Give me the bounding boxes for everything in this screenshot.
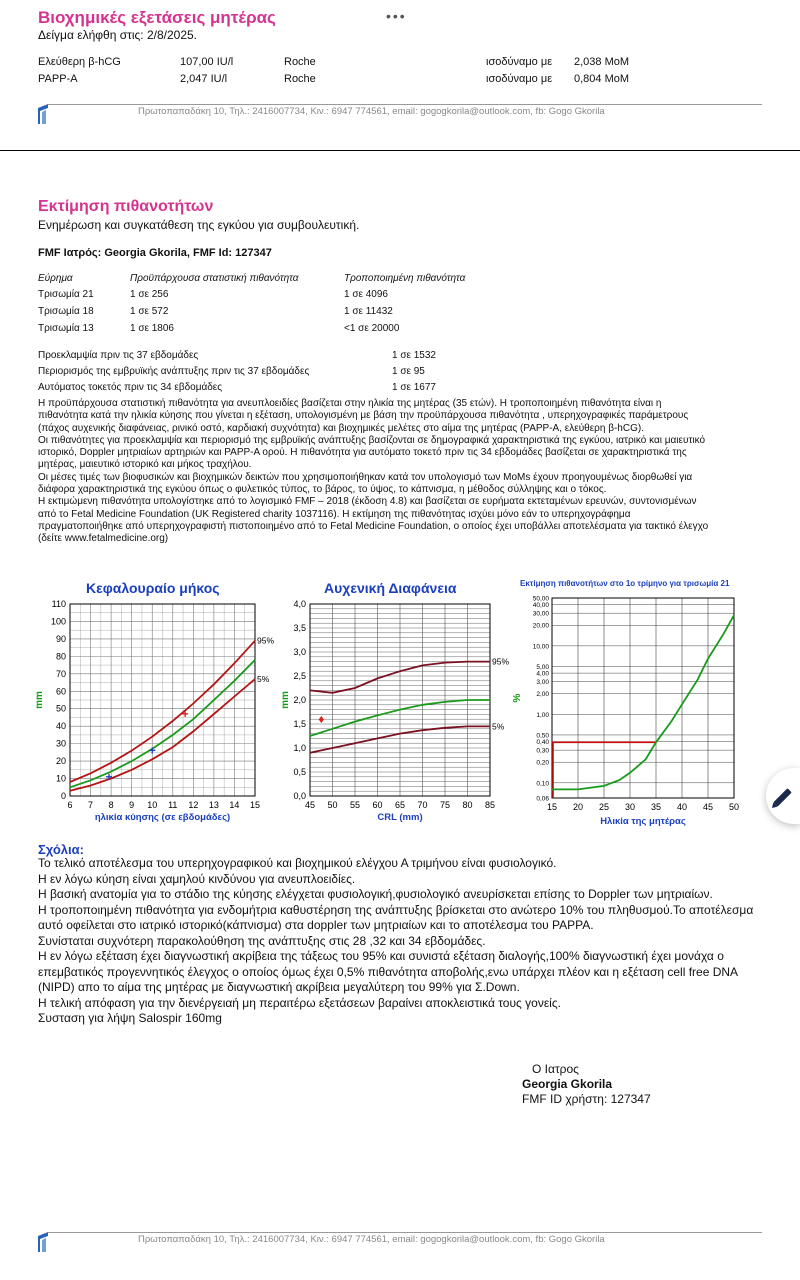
paragraph-line: (πάχος αυχενικής διαφάνειας, ρινικό οστό, καρδιακή συχνότητα) και βιοχημικές μελέτες στο αίμα της μητέρας (PAPP-A, ελεύθερη β-hCG). <box>38 422 644 434</box>
table-cell: 1 σε 256 <box>130 289 169 300</box>
comment-line: (NIPD) απο το αίμα της μητέρας με διαγνωστική ακρίβεια μεγαλύτερη του 99% για Σ.Down. <box>38 980 520 994</box>
x-tick-label: 6 <box>67 800 73 810</box>
test-lab: Roche <box>284 56 316 68</box>
paragraph-line: Οι πιθανότητες για προεκλαμψία και περιορισμό της εμβρυϊκής ανάπτυξης βασίζονται σε δημογραφικά χαρακτηριστικά της εγκύου, ιατρικό και μαιευτικό <box>38 434 706 446</box>
comment-line: Η εν λόγω κύηση είναι χαμηλού κινδύνου για ανευπλοειδίες. <box>38 871 356 886</box>
comment-line: Η εν λόγω εξέταση έχει διαγνωστική ακρίβεια της τάξεως του 95% και συνιστά εξέταση διαλογής,100% διαγνωστική έχει μονάχα ο <box>38 949 724 963</box>
x-tick-label: 8 <box>108 800 114 810</box>
x-tick-label: 25 <box>598 802 610 812</box>
y-tick-label: 0 <box>60 791 66 801</box>
x-tick-label: 35 <box>650 802 662 812</box>
y-tick-label: 50 <box>55 703 66 714</box>
risk-value: 1 σε 95 <box>392 366 425 377</box>
comment-line: Το τελικό αποτέλεσμα του υπερηχογραφικού και βιοχημικού ελέγχου Α τριμήνου είναι φυσιολογικό. <box>38 856 557 870</box>
y-tick-label: 3,0 <box>293 647 306 657</box>
risk-label: Προεκλαμψία πριν τις 37 εβδομάδες <box>38 350 199 361</box>
table-cell: <1 σε 20000 <box>344 323 400 334</box>
x-tick-label: 12 <box>188 800 199 810</box>
y-axis-label: mm <box>34 691 45 709</box>
test-lab: Roche <box>284 73 316 85</box>
x-tick-label: 80 <box>462 800 473 810</box>
comments-body <box>38 856 778 1027</box>
paragraph-line: μητέρας, μαιευτικό ιστορικό και μήκος τραχήλου. <box>38 459 252 471</box>
y-tick-label: 50,00 <box>532 595 549 603</box>
footer-divider <box>48 104 762 105</box>
series-label: 95% <box>492 656 510 667</box>
y-tick-label: 20,00 <box>532 622 549 630</box>
test-value: 107,00 IU/l <box>180 56 234 68</box>
y-tick-label: 10,00 <box>532 643 549 651</box>
y-tick-label: 40 <box>55 721 66 732</box>
table-cell: Τρισωμία 13 <box>38 323 94 334</box>
crl-chart <box>30 594 280 823</box>
page-separator <box>0 150 800 151</box>
y-tick-label: 4,00 <box>536 670 549 678</box>
risk-label: Αυτόματος τοκετός πριν τις 34 εβδομάδες <box>38 382 223 393</box>
data-point: + <box>148 743 156 758</box>
table-header: Προϋπάρχουσα στατιστική πιθανότητα <box>130 273 299 284</box>
x-tick-label: 45 <box>304 800 316 810</box>
pen-icon <box>766 768 800 824</box>
y-tick-label: 30,00 <box>532 610 549 618</box>
data-point: ♦ <box>318 712 325 727</box>
signature-name: Georgia Gkorila <box>522 1077 613 1091</box>
y-tick-label: 0,20 <box>536 759 549 767</box>
paragraph-line: πραγματοποιήθηκε από υπερηχογραφιστή πιστοποιημένο από το Fetal Medicine Foundation, ο οποίος έχει υποβάλλει αποτελέσματα για τακτικό έλεγχο <box>38 520 709 532</box>
x-tick-label: 14 <box>229 800 240 810</box>
y-tick-label: 40,00 <box>532 602 549 610</box>
paragraph-line: πιθανότητα κατά την ηλικία κύησης που γίνεται η εξέταση, υπολογισμένη με βάση την προϋπάρχουσα πιθανότητα , υπερηχογραφικές παράμετρους <box>38 410 689 422</box>
data-point: + <box>105 769 113 784</box>
y-tick-label: 0,30 <box>536 747 549 755</box>
comment-line: Η τελική απόφαση για την διενέργειαή μη περαιτέρω εξετάσεων βαραίνει αποκλειστικά τους γονείς. <box>38 995 561 1010</box>
test-value: 2,047 IU/l <box>180 73 228 85</box>
x-tick-label: 15 <box>249 800 261 810</box>
nt-chart <box>280 594 520 823</box>
y-axis-label: % <box>512 693 523 703</box>
x-tick-label: 85 <box>484 800 496 810</box>
y-tick-label: 0,0 <box>293 791 306 801</box>
x-tick-label: 30 <box>624 802 636 812</box>
comment-line: Συνίσταται συχνότερη παρακολούθηση της ανάπτυξης στις 28 ,32 και 34 εβδομάδες. <box>38 933 486 948</box>
footer-contact: Πρωτοπαπαδάκη 10, Τηλ.: 2416007734, Κιν.: 6947 774561, email: gogogkorila@outlook.com, fb: Gogo Gkorila <box>138 1234 605 1245</box>
y-tick-label: 2,00 <box>536 691 549 699</box>
y-tick-label: 1,5 <box>293 719 306 729</box>
x-tick-label: 75 <box>439 800 451 810</box>
x-axis-label: ηλικία κύησης (σε εβδομάδες) <box>94 812 231 823</box>
comment-line: Η βασική ανατομία για το στάδιο της κύησης ελέγχεται φυσιολογική,φυσιολογικό ανευρίσκεται επίσης το Doppler των μητριαίων. <box>38 887 713 901</box>
table-header: Εύρημα <box>38 273 73 284</box>
y-tick-label: 60 <box>55 686 66 697</box>
x-tick-label: 70 <box>417 800 428 810</box>
x-tick-label: 55 <box>349 800 361 810</box>
paragraph-line: Οι μέσες τιμές των βιοφυσικών και βιοχημικών δεικτών που χρησιμοποιήθηκαν κατά τον υπολογισμό των MoMs έχουν προηγουμένως διορθωθεί για <box>38 471 693 483</box>
y-tick-label: 100 <box>50 616 66 627</box>
plot-frame <box>552 598 734 798</box>
paragraph-line: Η προϋπάρχουσα στατιστική πιθανότητα για ανευπλοειδίες βασίζεται στην ηλικία της μητέρας (35 ετών). Η τροποποιημένη πιθανότητα είναι η <box>38 398 662 409</box>
edit-button[interactable] <box>766 768 800 824</box>
x-tick-label: 50 <box>728 802 740 812</box>
test-name: PAPP-A <box>38 73 78 85</box>
table-cell: 1 σε 572 <box>130 306 169 317</box>
signature-id: FMF ID χρήστη: 127347 <box>522 1092 651 1106</box>
risk-title: Εκτίμηση πιθανοτήτων <box>38 198 214 215</box>
test-eq-label: ισοδύναμο με <box>486 56 553 68</box>
risk-label: Περιορισμός της εμβρυϊκής ανάπτυξης πριν τις 37 εβδομάδες <box>38 366 310 377</box>
risk-subtitle: Ενημέρωση και συγκατάθεση της εγκύου για συμβουλευτική. <box>38 218 360 232</box>
chart-title-t21: Εκτίμηση πιθανοτήτων στο 1ο τρίμηνο για τρισωμία 21 <box>520 579 730 588</box>
test-eq-label: ισοδύναμο με <box>486 73 553 85</box>
y-tick-label: 90 <box>55 633 66 644</box>
chart-title-crl: Κεφαλουραίο μήκος <box>86 580 220 596</box>
y-tick-label: 80 <box>55 651 66 662</box>
x-tick-label: 20 <box>572 802 584 812</box>
risk-value: 1 σε 1677 <box>392 382 436 393</box>
y-tick-label: 70 <box>55 668 66 679</box>
clinic-logo-icon <box>36 104 48 124</box>
y-tick-label: 0,5 <box>293 767 306 777</box>
comment-line: Η τροποποιημένη πιθανότητα για ενδομήτρια καθυστέρηση της ανάπτυξης βρίσκεται στο ανώτερο 10% του πληθυσμού.Το αποτέλεσμα <box>38 902 754 917</box>
test-mom: 0,804 MoM <box>574 73 630 85</box>
y-tick-label: 2,5 <box>293 671 306 681</box>
x-tick-label: 13 <box>208 800 219 810</box>
series-label: 95% <box>257 635 275 646</box>
signature-role: Ο Ιατρος <box>532 1062 579 1076</box>
paragraph-line: Η εκτιμώμενη πιθανότητα υπολογίστηκε από το λογισμικό FMF – 2018 (έκδοση 4.8) και βασίζεται σε ευρήματα εκτεταμένων ερευνών, συντονισμένων <box>38 496 697 508</box>
y-tick-label: 20 <box>55 756 66 767</box>
paragraph-line: ιστορικό, Doppler μητριαίων αρτηριών και PAPP-A ορού. Η πιθανότητα για αυτόματο τοκετό πριν τις 34 εβδομάδες βασίζεται σε χαρακτηριστικά της <box>38 447 687 459</box>
t21-risk-chart <box>512 592 752 827</box>
more-horizontal-icon[interactable]: ••• <box>386 8 407 24</box>
table-header: Τροποποιημένη πιθανότητα <box>344 273 466 284</box>
table-cell: Τρισωμία 21 <box>38 289 94 300</box>
comments-title: Σχόλια: <box>38 842 84 857</box>
table-cell: 1 σε 1806 <box>130 323 174 334</box>
footer-contact: Πρωτοπαπαδάκη 10, Τηλ.: 2416007734, Κιν.: 6947 774561, email: gogogkorila@outlook.com, fb: Gogo Gkorila <box>138 106 605 117</box>
chart-title-nt: Αυχενική Διαφάνεια <box>324 580 457 596</box>
risk-value: 1 σε 1532 <box>392 350 436 361</box>
y-tick-label: 30 <box>55 738 66 749</box>
comment-line: Συσταση για λήψη Salospir 160mg <box>38 1011 222 1025</box>
y-tick-label: 3,5 <box>293 623 306 633</box>
y-tick-label: 0,06 <box>536 795 549 803</box>
x-axis-label: Ηλικία της μητέρας <box>600 816 686 827</box>
series-label: 5% <box>257 674 270 685</box>
x-tick-label: 7 <box>88 800 94 810</box>
x-tick-label: 45 <box>702 802 714 812</box>
x-tick-label: 65 <box>394 800 406 810</box>
paragraph-line: διάφορα χαρακτηριστικά της εγκύου όπως ο φυλετικός τύπος, το βάρος, το ύψος, το κάπνισμα, η μέθοδος σύλληψης και ο τόκος. <box>38 484 607 496</box>
series-line <box>552 615 734 789</box>
y-tick-label: 4,0 <box>293 599 306 609</box>
comment-line: αυτό οφείλεται στο ιατρικό ιστορικό(κάπνισμα) στα doppler των μητριαίων και το αποτέλεσμα του PAPPA. <box>38 918 594 932</box>
y-tick-label: 10 <box>55 773 66 784</box>
series-label: 5% <box>492 721 505 732</box>
data-point: + <box>181 706 189 721</box>
y-tick-label: 0,10 <box>536 780 549 788</box>
test-mom: 2,038 MoM <box>574 56 630 68</box>
x-tick-label: 15 <box>546 802 558 812</box>
fmf-doctor-line: FMF Ιατρός: Georgia Gkorila, FMF Id: 127347 <box>38 247 272 259</box>
y-axis-label: mm <box>280 691 291 709</box>
comment-line: επεμβατικός προγεννητικός έλεγχος ο οποίος όμως έχει 0,5% πιθανότητα αποβολής,ενω υπάρχει πλέον και η εξέταση cell free DNA <box>38 964 739 979</box>
y-tick-label: 1,0 <box>293 743 306 753</box>
x-tick-label: 40 <box>676 802 688 812</box>
x-tick-label: 60 <box>372 800 383 810</box>
risk-explanation <box>38 398 766 546</box>
y-tick-label: 110 <box>51 599 66 609</box>
x-tick-label: 9 <box>129 800 135 810</box>
y-tick-label: 0,50 <box>536 732 549 740</box>
table-cell: Τρισωμία 18 <box>38 306 94 317</box>
footer-divider <box>48 1232 762 1233</box>
clinic-logo-icon <box>36 1232 48 1252</box>
y-tick-label: 0,40 <box>536 739 549 747</box>
test-name: Ελεύθερη β-hCG <box>38 56 121 68</box>
table-cell: 1 σε 11432 <box>344 306 393 317</box>
paragraph-line: (δείτε www.fetalmedicine.org) <box>38 533 169 545</box>
x-axis-label: CRL (mm) <box>377 812 423 823</box>
x-tick-label: 50 <box>327 800 338 810</box>
page-title: Βιοχημικές εξετάσεις μητέρας <box>38 8 276 27</box>
paragraph-line: από το Fetal Medicine Foundation (UK Registered charity 1037116). Η εκτίμηση της πιθανότητας ισχύει μόνο εάν το υπερηχογράφημα <box>38 508 631 520</box>
x-tick-label: 11 <box>168 800 178 810</box>
table-cell: 1 σε 4096 <box>344 289 388 300</box>
y-tick-label: 2,0 <box>293 695 306 705</box>
sample-date: Δείγμα ελήφθη στις: 2/8/2025. <box>38 28 198 42</box>
y-tick-label: 5,00 <box>536 663 549 671</box>
y-tick-label: 3,00 <box>536 679 549 687</box>
x-tick-label: 10 <box>147 800 158 810</box>
y-tick-label: 1,00 <box>536 711 549 719</box>
